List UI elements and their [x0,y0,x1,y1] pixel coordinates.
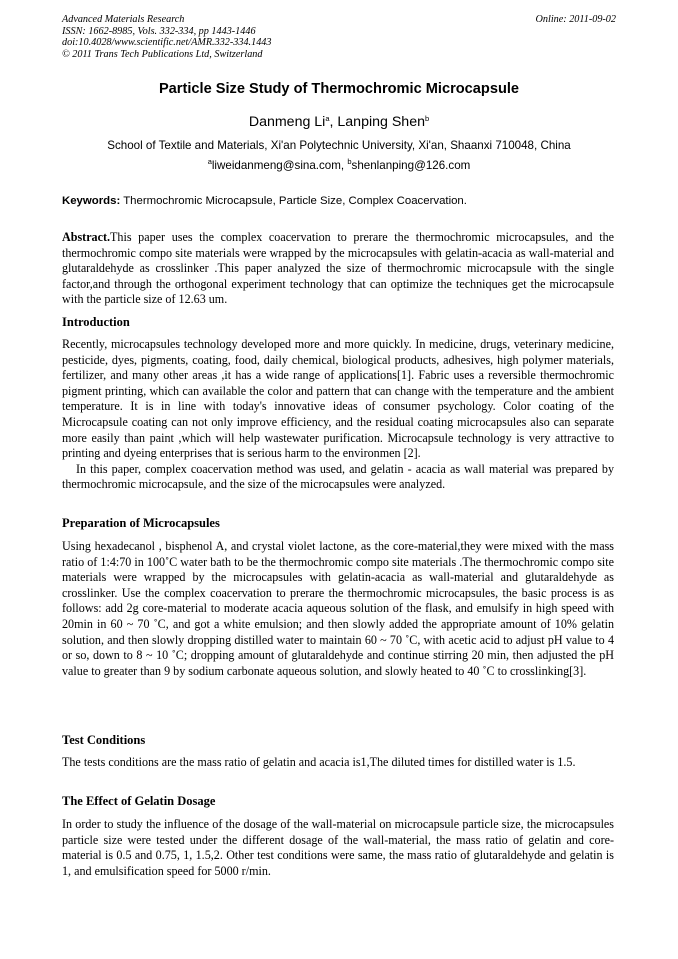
section-heading-gelatin-dosage: The Effect of Gelatin Dosage [62,794,216,808]
paragraph: Recently, microcapsules technology developed more and more quickly. In medicine, drugs, veterinary medicine, pesticide, dyes, pigments, coating, food, daily chemical, biological products, adhesives, high polymer materials, fertilizer, and many other areas ,it has a wide range of applications[1]. Fabric uses a reversible thermochromic pigment printing, which can available the color and pattern that can change with the temperature and the ambient temperature. It is in line with today's innovative ideas of consumer psychology. Color coating of the Microcapsule coating can not only improve efficiency, and the residual coating microcapsules also can separate more easily than paint ,which will help wastewater purification. Microcapsule technology is very attractive to printing and dyeing enterprises that is serious harm to the environmen [2]. [62,337,614,461]
journal-doi: doi:10.4028/www.scientific.net/AMR.332-334.1443 [62,37,272,49]
test-conditions-section [62,755,614,771]
paragraph: The tests conditions are the mass ratio of gelatin and acacia is1,The diluted times for distilled water is 1.5. [62,755,576,769]
paragraph: In order to study the influence of the dosage of the wall-material on microcapsule particle size, the microcapsules particle size were tested under the different dosage of the wall-material, the mass ratio of gelatin and core-material is 0.5 and 0.75, 1, 1.5,2. Other test conditions were same, the mass ratio of glutaraldehyde and gelatin is 1, and emulsification speed for 5000 r/min. [62,817,614,878]
paragraph: In this paper, complex coacervation method was used, and gelatin - acacia as wall material was prepared by thermochromic microcapsule, and the size of the microcapsules were analyzed. [62,461,614,492]
preparation-section [62,539,614,679]
paragraph: Using hexadecanol , bisphenol A, and crystal violet lactone, as the core-material,they were mixed with the mass ratio of 1:4:70 in 100˚C water bath to be the thermochromic compo site materials .The thermochromic compo site materials were wrapped by the microcapsules with gelatin-acacia as wall-material and glutaraldehyde as crosslinker. Use the complex coacervation to prerare the thermochromic microcapsules, the basic process is as follows: add 2g core-material to moderate acacia aqueous solution of the flask, and emulsify in high speed with 20min in 60 ~ 70 ˚C, and got a white emulsion; and then slowly added the appropriate amount of 10% gelatin solution, and then slowly dropping distilled water to maintain 60 ~ 70 ˚C, with acetic acid to adjust pH value to 4 or so, down to 8 ~ 10 ˚C; dropping amount of glutaraldehyde and continue stirring 20 min, then adjusted the pH value to greater than 9 by sodium carbonate aqueous solution, and slowly heated to 40 ˚C to crosslinking[3]. [62,539,614,678]
paper-title: Particle Size Study of Thermochromic Microcapsule [158,81,520,97]
journal-issn: ISSN: 1662-8985, Vols. 332-334, pp 1443-1446 [62,25,256,37]
author-email: liweidanmeng@sina.com, [211,159,348,172]
keywords-label: Keywords: [62,195,121,207]
affiliation: School of Textile and Materials, Xi'an Polytechnic University, Xi'an, Shaanxi 710048, China [107,139,571,152]
section-heading-test-conditions: Test Conditions [62,733,146,747]
journal-info [62,14,616,60]
abstract-text: This paper uses the complex coacervation to prerare the thermochromic microcapsules, and the thermochromic compo site materials were wrapped by the microcapsules with gelatin-acacia as wall-material and glutaraldehyde as crosslinker .This paper analyzed the size of thermochromic microcapsule with the single factor,and through the orthogonal experiment technology that can optimize the techniques get the microcapsule with the particle size of 12.63 um. [62,230,614,307]
author-separator: , [329,114,338,130]
author-emails [62,158,616,174]
section-heading-introduction: Introduction [62,315,130,329]
email-mark: a [207,157,212,166]
online-date: Online: 2011-09-02 [535,14,616,25]
author-name: Lanping Shen [337,114,425,130]
abstract [62,230,614,308]
author-list [62,113,616,131]
gelatin-dosage-section [62,817,614,879]
abstract-label: Abstract. [62,230,111,244]
section-heading-preparation: Preparation of Microcapsules [62,516,220,530]
email-mark: b [347,157,352,166]
journal-header [62,14,616,60]
journal-name: Advanced Materials Research [62,14,185,25]
author-name: Danmeng Li [248,114,326,130]
journal-copyright: © 2011 Trans Tech Publications Ltd, Switzerland [62,48,263,60]
keywords-text: Thermochromic Microcapsule, Particle Size, Complex Coacervation. [120,195,467,207]
author-affil-mark: a [325,114,330,123]
author-affil-mark: b [424,114,430,123]
keywords [62,194,616,209]
author-email: shenlanping@126.com [351,159,471,172]
introduction-section [62,337,614,493]
